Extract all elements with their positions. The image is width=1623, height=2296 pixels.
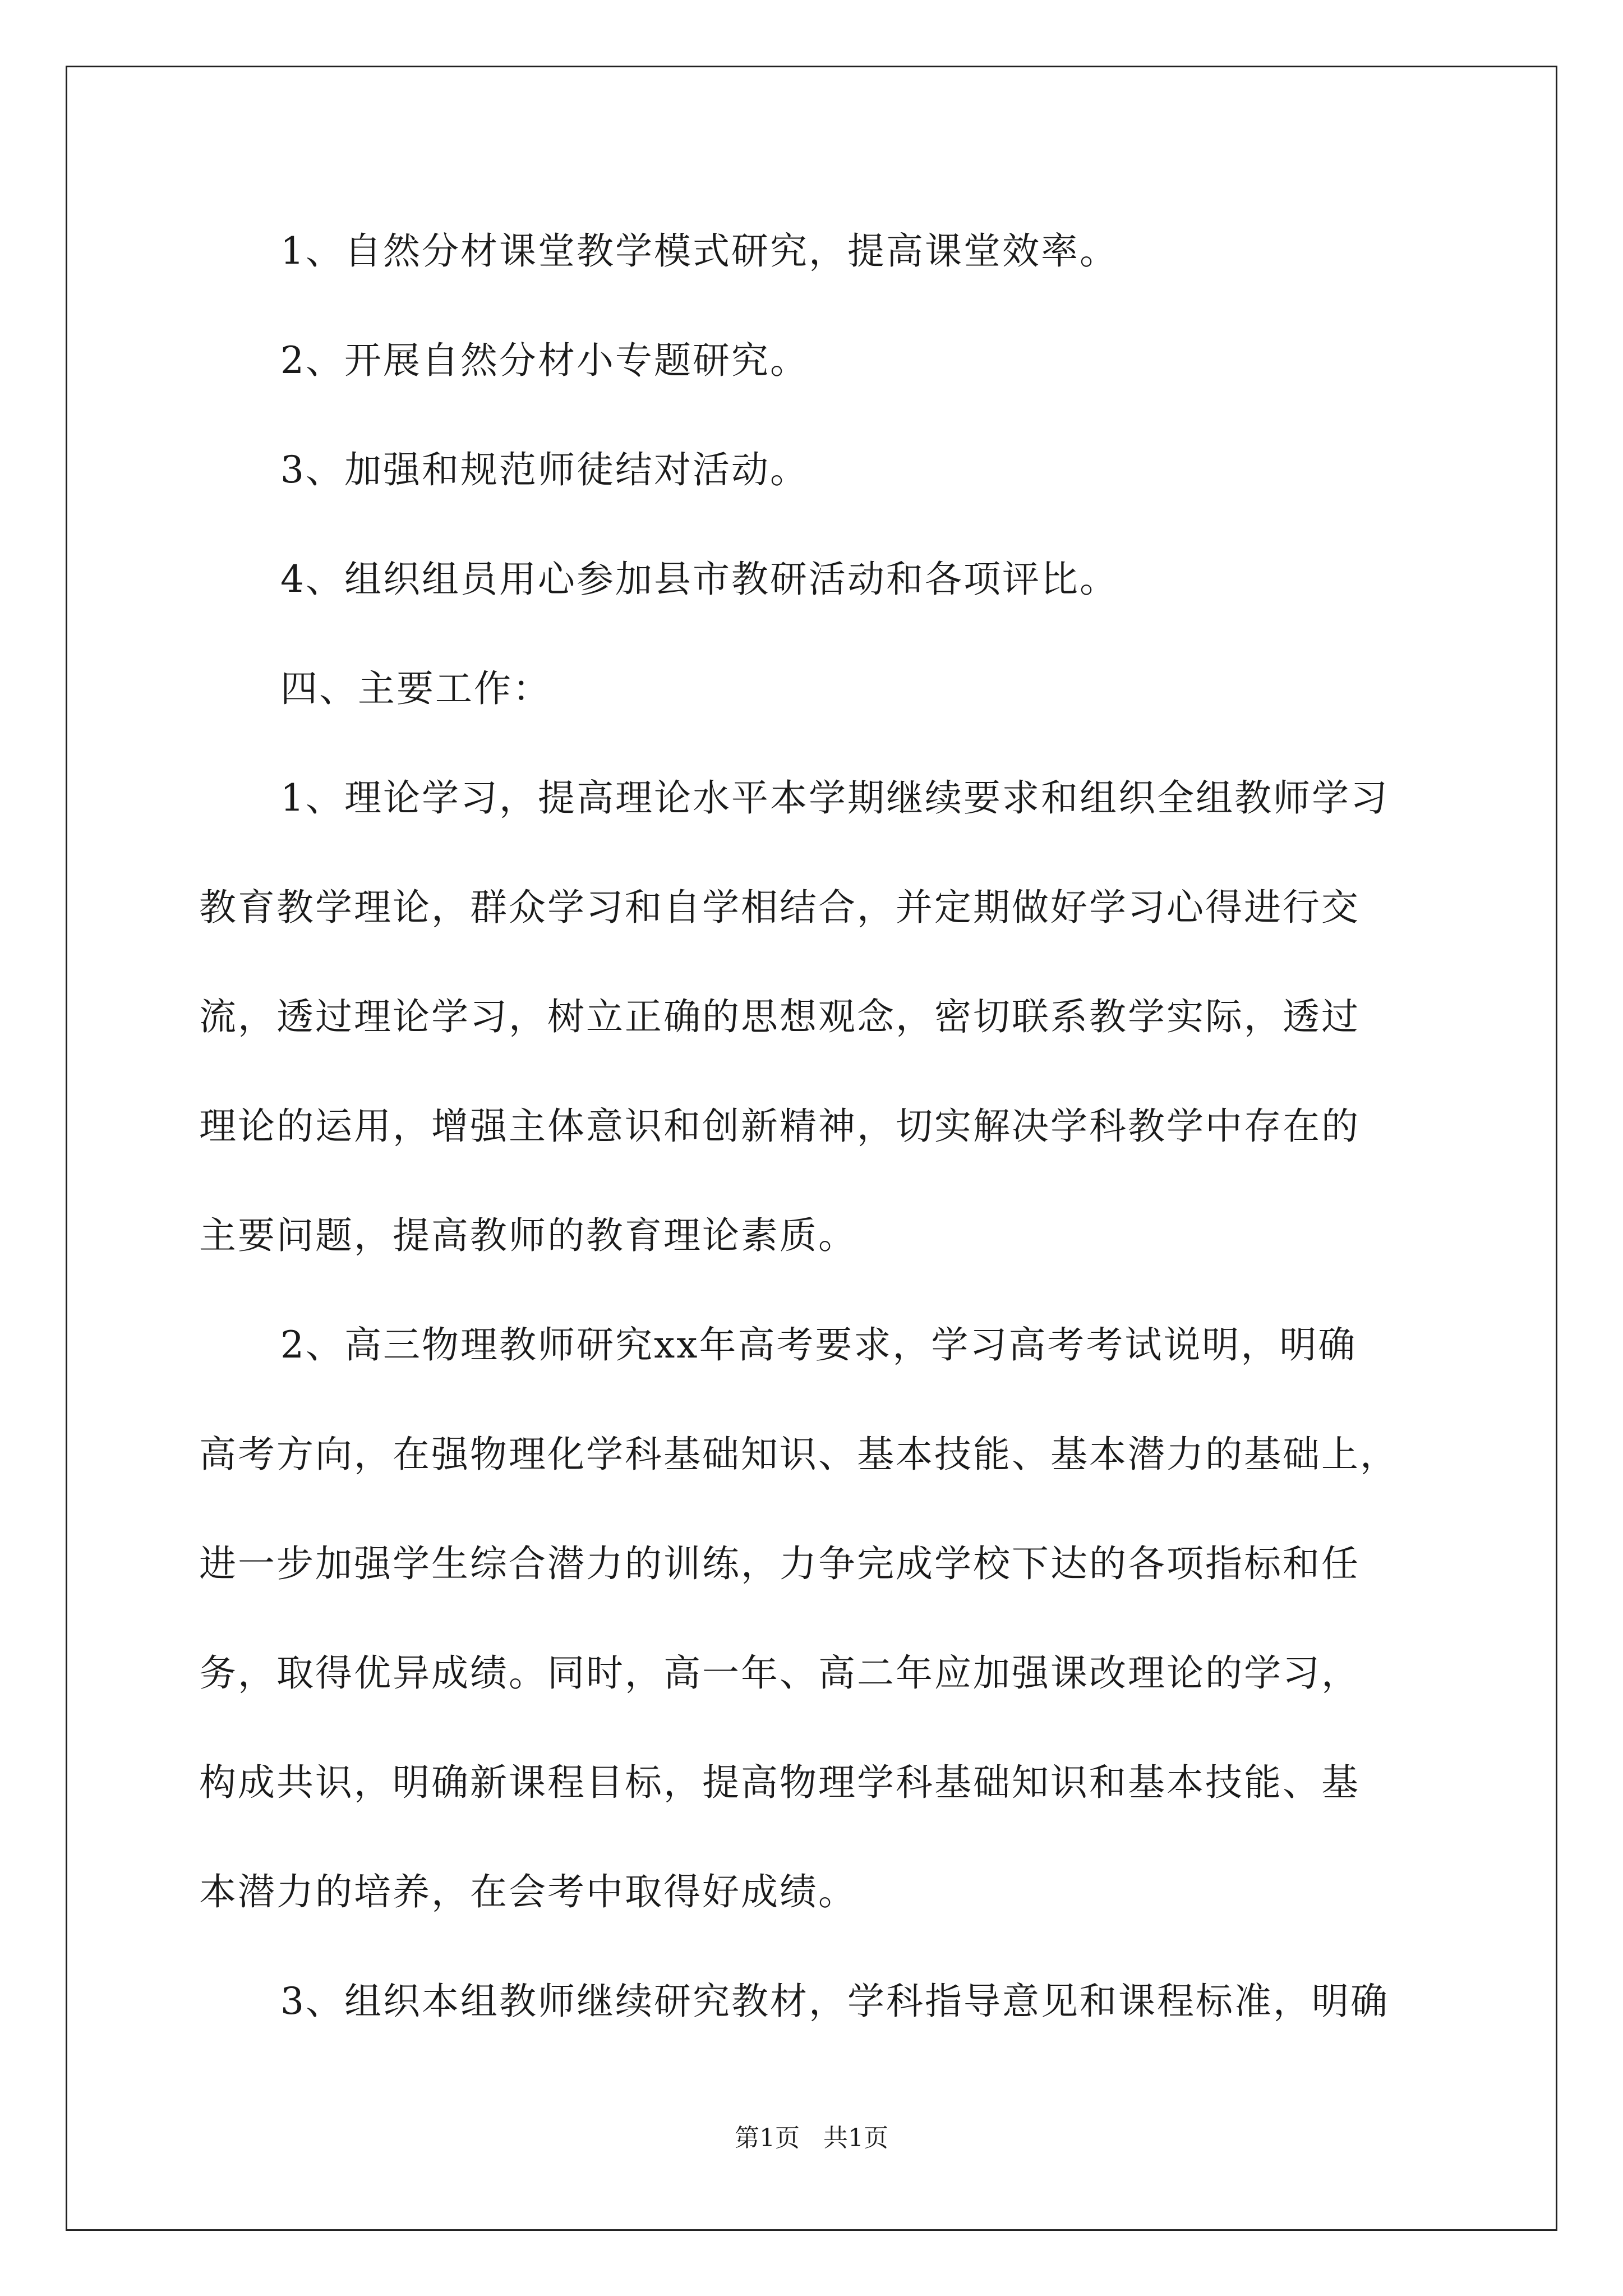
text-line-12: 高考方向，在强物理化学科基础知识、基本技能、基本潜力的基础上， — [199, 1433, 1399, 1476]
text-line-11: 2、高三物理教师研究xx年高考要求，学习高考考试说明，明确 — [280, 1323, 1357, 1366]
text-line-7: 教育教学理论，群众学习和自学相结合，并定期做好学习心得进行交 — [199, 886, 1360, 929]
text-line-15: 构成共识，明确新课程目标，提高物理学科基础知识和基本技能、基 — [199, 1761, 1360, 1804]
text-line-6: 1、理论学习，提高理论水平本学期继续要求和组织全组教师学习 — [280, 776, 1389, 820]
text-line-3: 3、加强和规范师徒结对活动。 — [280, 448, 809, 491]
text-line-10: 主要问题，提高教师的教育理论素质。 — [199, 1214, 857, 1257]
text-line-14: 务，取得优异成绩。同时，高一年、高二年应加强课改理论的学习， — [199, 1651, 1360, 1695]
page-number-footer: 第1页 共1页 — [735, 2124, 888, 2152]
text-line-17: 3、组织本组教师继续研究教材，学科指导意见和课程标准，明确 — [280, 1980, 1389, 2023]
text-line-16: 本潜力的培养，在会考中取得好成绩。 — [199, 1870, 857, 1913]
text-line-8: 流，透过理论学习，树立正确的思想观念，密切联系教学实际，透过 — [199, 995, 1360, 1038]
text-line-2: 2、开展自然分材小专题研究。 — [280, 339, 809, 382]
text-line-1: 1、自然分材课堂教学模式研究，提高课堂效率。 — [280, 229, 1118, 273]
section-heading-main-work: 四、主要工作： — [280, 667, 551, 710]
text-line-13: 进一步加强学生综合潜力的训练，力争完成学校下达的各项指标和任 — [199, 1542, 1360, 1585]
text-line-4: 4、组织组员用心参加县市教研活动和各项评比。 — [280, 558, 1118, 601]
text-line-9: 理论的运用，增强主体意识和创新精神，切实解决学科教学中存在的 — [199, 1105, 1360, 1148]
